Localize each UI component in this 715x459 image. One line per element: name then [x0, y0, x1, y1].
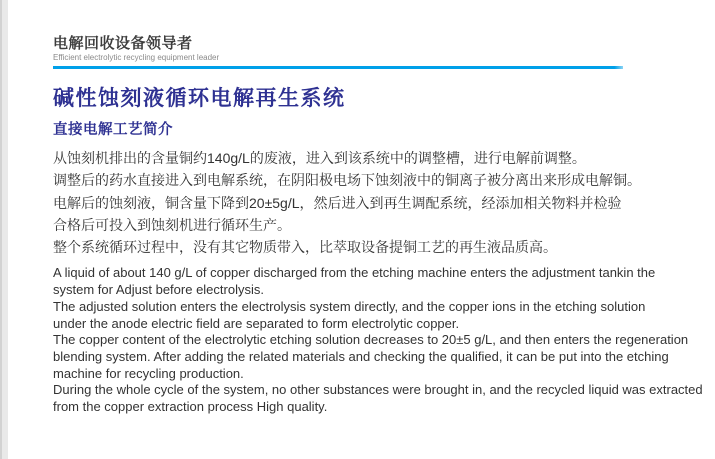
text-line: The copper content of the electrolytic etching solution decreases to 20±5 g/L, and then enters the regeneration — [53, 332, 689, 348]
text-line: 整个系统循环过程中，没有其它物质带入，比萃取设备提铜工艺的再生液品质高。 — [53, 239, 557, 256]
brand-name: 电解回收设备领导者 — [53, 35, 193, 52]
text-line: During the whole cycle of the system, no other substances were brought in, and the recycled liquid was extracted — [53, 382, 703, 398]
text-line: A liquid of about 140 g/L of copper discharged from the etching machine enters the adjustment tankin the — [53, 265, 656, 281]
text-line: 从蚀刻机排出的含量铜约140g/L的废液，进入到该系统中的调整槽，进行电解前调整。 — [53, 150, 586, 166]
text-line: The adjusted solution enters the electrolysis system directly, and the copper ions in the etching solution — [53, 298, 646, 314]
text-line: machine for recycling production. — [53, 365, 244, 381]
brand-header — [53, 35, 663, 69]
text-line: blending system. After adding the related materials and checking the qualified, it can be put into the etching — [53, 349, 669, 364]
brand-tagline: Efficient electrolytic recycling equipment leader — [53, 53, 220, 62]
english-description — [53, 265, 703, 415]
text-line: from the copper extraction process High quality. — [53, 399, 328, 415]
header-divider — [53, 66, 623, 69]
chinese-description — [53, 147, 663, 258]
page-left-edge — [0, 0, 8, 459]
text-line: 合格后可投入到蚀刻机进行循环生产。 — [53, 216, 291, 233]
text-line: 调整后的药水直接进入到电解系统，在阴阳极电场下蚀刻液中的铜离子被分离出来形成电解铜。 — [53, 172, 641, 189]
text-line: 电解后的蚀刻液，铜含量下降到20±5g/L，然后进入到再生调配系统，经添加相关物料并检验 — [53, 194, 622, 211]
text-line: under the anode electric field are separated to form electrolytic copper. — [53, 315, 460, 331]
document-page — [53, 0, 703, 416]
page-title: 碱性蚀刻液循环电解再生系统 — [53, 87, 346, 110]
text-line: system for Adjust before electrolysis. — [53, 282, 264, 298]
section-title: 直接电解工艺简介 — [53, 122, 173, 138]
